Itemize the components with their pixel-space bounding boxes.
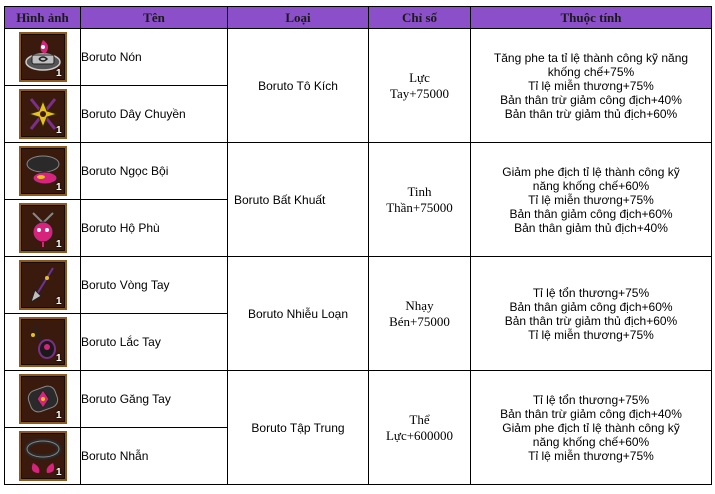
set-type: Boruto Tập Trung: [228, 371, 369, 485]
item-count: 1: [55, 467, 62, 478]
attribute-line: Bản thân giảm thủ địch+40%: [514, 220, 668, 235]
item-count: 1: [55, 68, 62, 79]
item-image-cell: [5, 143, 81, 200]
attribute-line: Bản thân trừ giảm thủ địch+60%: [504, 106, 678, 121]
attribute-line: năng khống chế+60%: [532, 178, 650, 193]
item-count: 1: [55, 410, 62, 421]
set-attributes: [471, 371, 712, 485]
set-type: Boruto Tô Kích: [228, 29, 369, 143]
table-row: [5, 257, 712, 314]
headband-icon: [19, 32, 67, 82]
attribute-line: Tỉ lệ tổn thương+75%: [532, 285, 650, 300]
kunai-bracelet-icon: [19, 260, 67, 310]
item-name: Boruto Hộ Phù: [81, 200, 228, 257]
item-count: 1: [55, 353, 62, 364]
table-row: [5, 371, 712, 428]
item-image-cell: [5, 371, 81, 428]
item-name: Boruto Nhẫn: [81, 428, 228, 485]
set-stat: [369, 29, 471, 143]
attribute-line: Tỉ lệ miễn thương+75%: [528, 78, 654, 93]
item-name: Boruto Dây Chuyền: [81, 86, 228, 143]
item-name: Boruto Nón: [81, 29, 228, 86]
attribute-line: Tỉ lệ miễn thương+75%: [528, 327, 654, 342]
attribute-line: Tỉ lệ miễn thương+75%: [528, 192, 654, 207]
stat-line: Tay+75000: [389, 85, 450, 101]
jade-pendant-icon: [19, 146, 67, 196]
item-count: 1: [55, 239, 62, 250]
table-row: [5, 29, 712, 86]
item-name: Boruto Ngọc Bội: [81, 143, 228, 200]
item-image-cell: [5, 29, 81, 86]
set-type: Boruto Nhiễu Loạn: [228, 257, 369, 371]
item-image-cell: [5, 200, 81, 257]
attribute-line: Tỉ lệ miễn thương+75%: [528, 448, 654, 463]
stat-line: Tinh: [407, 183, 432, 199]
item-name: Boruto Găng Tay: [81, 371, 228, 428]
ring-icon: [19, 431, 67, 481]
item-image-cell: [5, 257, 81, 314]
set-attributes: [471, 257, 712, 371]
stat-line: Lực: [409, 69, 430, 85]
stat-line: Thần+75000: [386, 199, 453, 215]
header-attributes: Thuộc tính: [471, 7, 712, 29]
stat-line: Lực+600000: [385, 427, 454, 443]
attribute-line: Bản thân trừ giảm thủ địch+60%: [504, 313, 678, 328]
attribute-line: Giảm phe địch tỉ lệ thành công kỹ: [502, 420, 680, 435]
set-stat: [369, 257, 471, 371]
stat-line: Thể: [409, 411, 430, 427]
header-name: Tên: [81, 7, 228, 29]
item-count: 1: [55, 125, 62, 136]
set-attributes: [471, 29, 712, 143]
attribute-line: Bản thân giảm công địch+60%: [509, 299, 673, 314]
item-name: Boruto Vòng Tay: [81, 257, 228, 314]
table-row: [5, 143, 712, 200]
item-set-table: [4, 6, 712, 485]
header-row: [5, 7, 712, 29]
item-image-cell: [5, 86, 81, 143]
set-stat: [369, 371, 471, 485]
item-count: 1: [55, 182, 62, 193]
item-name: Boruto Lắc Tay: [81, 314, 228, 371]
stat-line: Bén+75000: [389, 313, 450, 329]
attribute-line: Bản thân trừ giảm công địch+40%: [500, 92, 682, 107]
attribute-line: khống chế+75%: [547, 64, 635, 79]
attribute-line: Giảm phe địch tỉ lệ thành công kỹ: [502, 164, 680, 179]
header-type: Loại: [228, 7, 369, 29]
set-stat: [369, 143, 471, 257]
attribute-line: Tỉ lệ tổn thương+75%: [532, 392, 650, 407]
shuriken-necklace-icon: [19, 89, 67, 139]
item-count: 1: [55, 296, 62, 307]
header-image: Hình ảnh: [5, 7, 81, 29]
header-stat: Chỉ số: [369, 7, 471, 29]
attribute-line: Bản thân giảm công địch+60%: [509, 206, 673, 221]
attribute-line: năng khống chế+60%: [532, 434, 650, 449]
bracelet-charm-icon: [19, 317, 67, 367]
set-attributes: [471, 143, 712, 257]
attribute-line: Tăng phe ta tỉ lệ thành công kỹ năng: [493, 50, 689, 65]
set-type: Boruto Bất Khuất: [228, 143, 369, 257]
attribute-line: Bản thân trừ giảm công địch+40%: [500, 406, 682, 421]
item-image-cell: [5, 428, 81, 485]
item-image-cell: [5, 314, 81, 371]
glove-icon: [19, 374, 67, 424]
stat-line: Nhạy: [405, 297, 434, 313]
amulet-icon: [19, 203, 67, 253]
